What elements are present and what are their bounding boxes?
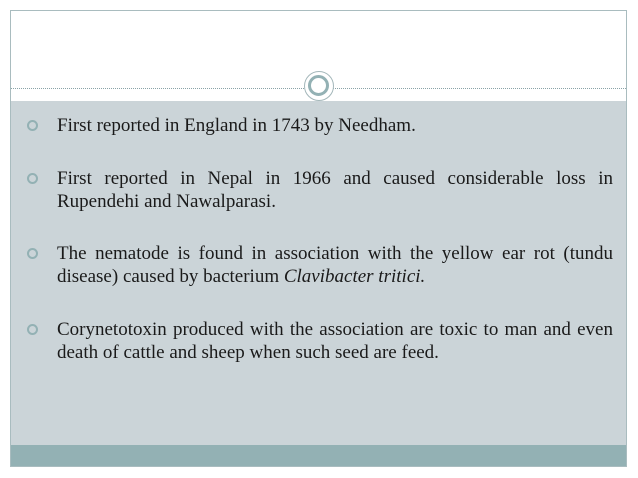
bullet-item xyxy=(25,114,613,137)
ring-ornament-inner xyxy=(308,75,329,96)
bullet-text: Corynetotoxin produced with the association are toxic to man and even death of cattle and sheep when such seed are feed. xyxy=(57,319,613,363)
footer-bar xyxy=(11,445,626,466)
bullet-circle-icon xyxy=(27,120,38,131)
ring-ornament-icon xyxy=(304,71,334,101)
bullet-circle-icon xyxy=(27,248,38,259)
bullet-circle-icon xyxy=(27,173,38,184)
bullet-item xyxy=(25,242,613,288)
slide-frame xyxy=(10,10,627,467)
bullet-text: First reported in Nepal in 1966 and caused considerable loss in Rupendehi and Nawalparasi. xyxy=(57,168,613,212)
bullet-item xyxy=(25,318,613,364)
bullet-item xyxy=(25,167,613,213)
bacterium-name: Clavibacter tritici. xyxy=(283,266,426,287)
bullet-circle-icon xyxy=(27,324,38,335)
bullet-text: The nematode is found in association with the yellow ear rot (tundu disease) caused by bacterium xyxy=(57,243,613,287)
bullet-text: First reported in England in 1743 by Needham. xyxy=(57,115,416,136)
bullet-list xyxy=(25,114,613,394)
